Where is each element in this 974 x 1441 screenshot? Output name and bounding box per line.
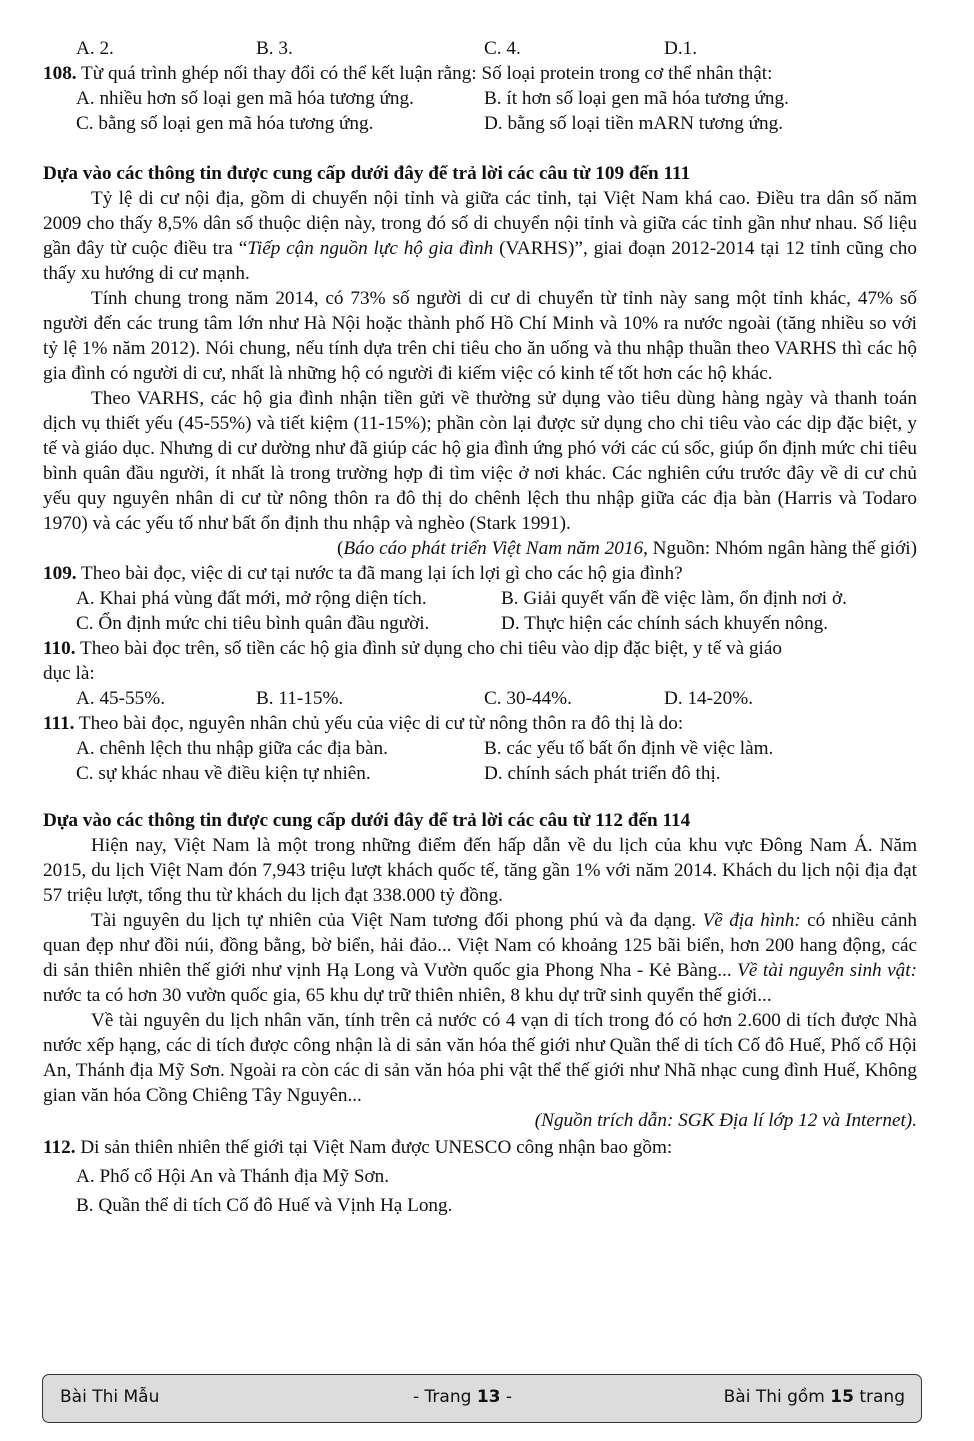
option-b: B. 3.	[256, 38, 293, 59]
question-number: 110.	[43, 638, 76, 659]
text: Tính chung trong năm 2014, có 73% số người di cư di chuyển từ tỉnh này sang một tỉnh khác, 47% số người đến các trung tâm lớn như Hà Nội hoặc thành phố Hồ Chí Minh và 10% ra nước ngoài (tăng nhiều so với tỷ lệ 1% năm 2012). Nói chung, nếu tính dựa trên chi tiêu cho ăn uống và thu nhập thuần theo VARHS thì các hộ gia đình có người di cư, nhất là những hộ có người đi kiếm việc có kinh tế tốt hơn các hộ khác.	[43, 288, 917, 384]
question-number: 109.	[43, 563, 77, 584]
passage-paragraph	[43, 908, 917, 1008]
page-number	[413, 1385, 512, 1410]
text: -	[500, 1387, 513, 1407]
option-a: A. 2.	[76, 38, 114, 59]
text: Hiện nay, Việt Nam là một trong những điểm đến hấp dẫn về du lịch của khu vực Đông Nam Á. Năm 2015, du lịch Việt Nam đón 7,943 triệu lượt khách quốc tế, tăng gần 1% với năm 2014. Khách du lịch nội địa đạt 57 triệu lượt, tổng thu từ khách du lịch đạt 338.000 tỷ đồng.	[43, 835, 917, 906]
question-stem: Theo bài đọc trên, số tiền các hộ gia đình sử dụng cho chi tiêu vào dịp đặc biệt, y tế và giáo	[75, 638, 782, 659]
page-total	[724, 1385, 905, 1410]
option-b: B. ít hơn số loại gen mã hóa tương ứng.	[484, 88, 789, 109]
q111-options-row2	[43, 761, 917, 786]
italic-title: Tiếp cận nguồn lực hộ gia đình	[247, 238, 494, 259]
option-d: D.1.	[664, 38, 698, 59]
exam-title: Bài Thi Mẫu	[60, 1387, 160, 1407]
question-109	[43, 561, 917, 586]
text: , Nguồn: Nhóm ngân hàng thế giới)	[643, 538, 917, 559]
question-stem: Di sản thiên nhiên thế giới tại Việt Nam được UNESCO công nhận bao gồm:	[75, 1137, 673, 1158]
source-citation: (Nguồn trích dẫn: SGK Địa lí lớp 12 và Internet).	[534, 1110, 917, 1131]
question-stem: Theo bài đọc, việc di cư tại nước ta đã mang lại ích lợi gì cho các hộ gia đình?	[76, 563, 683, 584]
q111-options-row1	[43, 736, 917, 761]
option-b: B. Quần thể di tích Cố đô Huế và Vịnh Hạ Long.	[76, 1195, 453, 1216]
option-c: C. bằng số loại gen mã hóa tương ứng.	[76, 113, 374, 134]
option-a: A. Phố cổ Hội An và Thánh địa Mỹ Sơn.	[76, 1166, 390, 1187]
passage-paragraph	[43, 1008, 917, 1108]
option-d: D. Thực hiện các chính sách khuyến nông.	[501, 613, 829, 634]
passage-paragraph	[43, 186, 917, 286]
text: Về tài nguyên du lịch nhân văn, tính trên cả nước có 4 vạn di tích trong đó có hơn 2.600 di tích được Nhà nước xếp hạng, các di tích được công nhận là di sản văn hóa thế giới như Quần thể di tích Cố đô Huế, Phố cổ Hội An, Thánh địa Mỹ Sơn. Ngoài ra còn các di sản văn hóa phi vật thể thế giới như Nhã nhạc cung đình Huế, Không gian văn hóa Cồng Chiêng Tây Nguyên...	[43, 1010, 917, 1106]
question-number: 108.	[43, 63, 77, 84]
exam-page	[43, 36, 917, 1220]
text: nước ta có hơn 30 vườn quốc gia, 65 khu dự trữ thiên nhiên, 8 khu dự trữ sinh quyển thế giới...	[43, 985, 772, 1006]
option-c: C. sự khác nhau về điều kiện tự nhiên.	[76, 763, 371, 784]
question-stem-continued: dục là:	[43, 663, 95, 684]
option-b: B. 11-15%.	[256, 688, 344, 709]
question-111	[43, 711, 917, 736]
option-d: D. 14-20%.	[664, 688, 753, 709]
text: (	[336, 538, 344, 559]
option-a: A. nhiều hơn số loại gen mã hóa tương ứng.	[76, 88, 414, 109]
option-d: D. chính sách phát triển đô thị.	[484, 763, 721, 784]
passage-paragraph	[43, 286, 917, 386]
question-number: 111.	[43, 713, 75, 734]
section-heading-109-111: Dựa vào các thông tin được cung cấp dưới đây để trả lời các câu từ 109 đến 111	[43, 163, 691, 184]
passage-paragraph	[43, 386, 917, 536]
passage-source	[43, 536, 917, 561]
question-stem: Từ quá trình ghép nối thay đổi có thể kết luận rằng: Số loại protein trong cơ thể nhân thật:	[76, 63, 773, 84]
text: Bài Thi gồm	[723, 1387, 831, 1407]
q108-options-row2	[43, 111, 917, 136]
question-112	[43, 1133, 917, 1162]
option-a: A. Khai phá vùng đất mới, mở rộng diện tích.	[76, 588, 427, 609]
passage-paragraph	[43, 833, 917, 908]
text: Theo VARHS, các hộ gia đình nhận tiền gửi về thường sử dụng vào tiêu dùng hàng ngày và thanh toán dịch vụ thiết yếu (45-55%) và tiết kiệm (11-15%); phần còn lại được sử dụng cho chi tiêu vào các dịp đặc biệt, y tế và giáo dục. Nhưng di cư dường như đã giúp các hộ gia đình ứng phó với các cú sốc, giúp ổn định mức chi tiêu bình quân đầu người, ít nhất là trong trường hợp đi tìm việc ở nơi khác. Các nghiên cứu trước đây về di cư chủ yếu quy nguyên nhân di cư từ nông thôn ra đô thị do chênh lệch thu nhập giữa các địa bàn (Harris và Todaro 1970) và các yếu tố như bất ổn định thu nhập và nghèo (Stark 1991).	[43, 388, 917, 534]
page-footer	[42, 1374, 922, 1423]
question-108	[43, 61, 917, 86]
text: Tỷ lệ di cư nội địa, gồm di chuyển nội tỉnh và giữa các tỉnh, tại Việt Nam khá cao. Điều tra dân số năm 2009 cho thấy 8,5% dân số thuộc diện này, trong đó số di chuyển nội tỉnh và giữa các tỉnh gần như nhau. Số liệu gần đây từ cuộc điều tra “	[43, 188, 917, 259]
italic-label: Về địa hình:	[702, 910, 801, 931]
section-heading-112-114: Dựa vào các thông tin được cung cấp dưới đây để trả lời các câu từ 112 đến 114	[43, 810, 691, 831]
option-b: B. Giải quyết vấn đề việc làm, ổn định nơi ở.	[501, 588, 847, 609]
total-pages: 15	[830, 1387, 854, 1407]
option-b: B. các yếu tố bất ổn định về việc làm.	[484, 738, 774, 759]
q107-options	[43, 36, 917, 61]
italic-label: Về tài nguyên sinh vật:	[737, 960, 917, 981]
text: có nhiều cảnh quan đẹp như đồi núi, đồng bằng, bờ biển, hải đảo... Việt Nam có khoảng 125 bãi biển, hơn 200 hang động, các di sản thiên nhiên thế giới như vịnh Hạ Long và Vườn quốc gia Phong Nha - Kẻ Bàng...	[43, 910, 918, 981]
question-110	[43, 636, 917, 661]
option-a: A. chênh lệch thu nhập giữa các địa bàn.	[76, 738, 388, 759]
option-d: D. bằng số loại tiền mARN tương ứng.	[484, 113, 784, 134]
question-number: 112.	[43, 1137, 76, 1158]
text: (VARHS)”, giai đoạn 2012-2014 tại 12 tỉnh cũng cho thấy xu hướng di cư mạnh.	[43, 238, 917, 284]
question-stem: Theo bài đọc, nguyên nhân chủ yếu của việc di cư từ nông thôn ra đô thị là do:	[74, 713, 684, 734]
q108-options-row1	[43, 86, 917, 111]
text: Tài nguyên du lịch tự nhiên của Việt Nam tương đối phong phú và đa dạng.	[91, 910, 703, 931]
q110-options	[43, 686, 917, 711]
q109-options-row2	[43, 611, 917, 636]
passage-source	[43, 1108, 917, 1133]
source-title: Báo cáo phát triển Việt Nam năm 2016	[343, 538, 644, 559]
option-a: A. 45-55%.	[76, 688, 165, 709]
option-c: C. 30-44%.	[484, 688, 572, 709]
q109-options-row1	[43, 586, 917, 611]
option-c: C. 4.	[484, 38, 521, 59]
option-c: C. Ổn định mức chi tiêu bình quân đầu người.	[76, 613, 430, 634]
text: trang	[853, 1387, 905, 1407]
current-page: 13	[476, 1387, 501, 1407]
text: - Trang	[413, 1387, 477, 1407]
